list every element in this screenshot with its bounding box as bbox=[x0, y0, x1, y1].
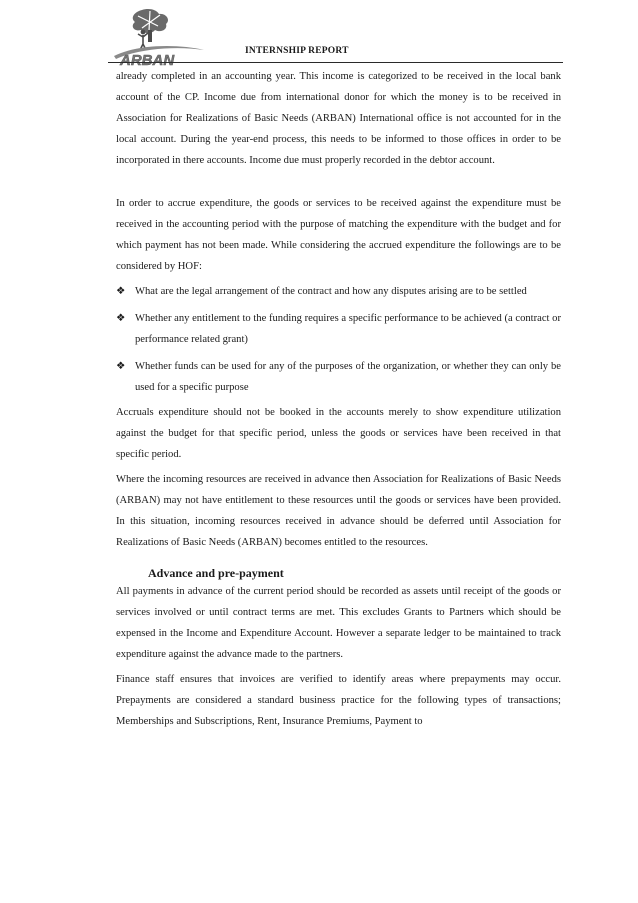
paragraph-accrue-expenditure: In order to accrue expenditure, the goods or services to be received against the expenditure must be received in the accounting period with the purpose of matching the expenditure with the budget and for which payment has not been made. While considering the accrued expenditure the followings are to be considered by HOF: bbox=[116, 198, 561, 272]
diamond-bullet-icon: ❖ bbox=[116, 361, 126, 372]
paragraph-income-due: already completed in an accounting year. This income is categorized to be received in the local bank account of the CP. Income due from international donor for which the money is to be received in Association for Realizations of Basic Needs (ARBAN) International office is not accounted for in the local account. During the year-end process, this needs to be informed to those offices in order to be incorporated in there accounts. Income due must properly recorded in the debtor account. bbox=[116, 71, 561, 166]
header-divider bbox=[108, 62, 563, 63]
paragraph-prepayments: Finance staff ensures that invoices are verified to identify areas where prepayments may occur. Prepayments are considered a standard business practice for the following types of transactions; Memberships and Subscriptions, Rent, Insurance Premiums, Payment to bbox=[116, 674, 561, 727]
arban-logo-icon bbox=[108, 6, 210, 68]
diamond-bullet-icon: ❖ bbox=[116, 286, 126, 297]
paragraph-incoming-resources: Where the incoming resources are received in advance then Association for Realizations of Basic Needs (ARBAN) may not have entitlement to these resources until the goods or services have been provided. In this situation, incoming resources received in advance should be deferred until Association for Realizations of Basic Needs (ARBAN) becomes entitled to the resources. bbox=[116, 474, 561, 548]
diamond-bullet-icon: ❖ bbox=[116, 313, 126, 324]
paragraph-advance-payments: All payments in advance of the current period should be recorded as assets until receipt of the goods or services involved or until contract terms are met. This excludes Grants to Partners which should be expensed in the Income and Expenditure Account. However a separate ledger to be maintained to track expenditure against the advance made to the partners. bbox=[116, 586, 561, 660]
header-title: INTERNSHIP REPORT bbox=[245, 46, 349, 56]
page-body bbox=[116, 66, 561, 732]
paragraph-accruals-booking: Accruals expenditure should not be booked in the accounts merely to show expenditure utilization against the budget for that specific period, unless the goods or services have been received in that specific period. bbox=[116, 407, 561, 460]
svg-text:ARBAN: ARBAN bbox=[120, 52, 175, 68]
list-item-text: What are the legal arrangement of the contract and how any disputes arising are to be settled bbox=[135, 286, 527, 297]
list-item bbox=[116, 281, 561, 302]
list-item-text: Whether any entitlement to the funding requires a specific performance to be achieved (a contract or performance related grant) bbox=[135, 313, 561, 345]
page-header bbox=[108, 6, 563, 68]
list-item-text: Whether funds can be used for any of the purposes of the organization, or whether they can only be used for a specific purpose bbox=[135, 361, 561, 393]
list-item bbox=[116, 356, 561, 398]
section-heading: Advance and pre-payment bbox=[148, 566, 284, 580]
list-item bbox=[116, 308, 561, 350]
